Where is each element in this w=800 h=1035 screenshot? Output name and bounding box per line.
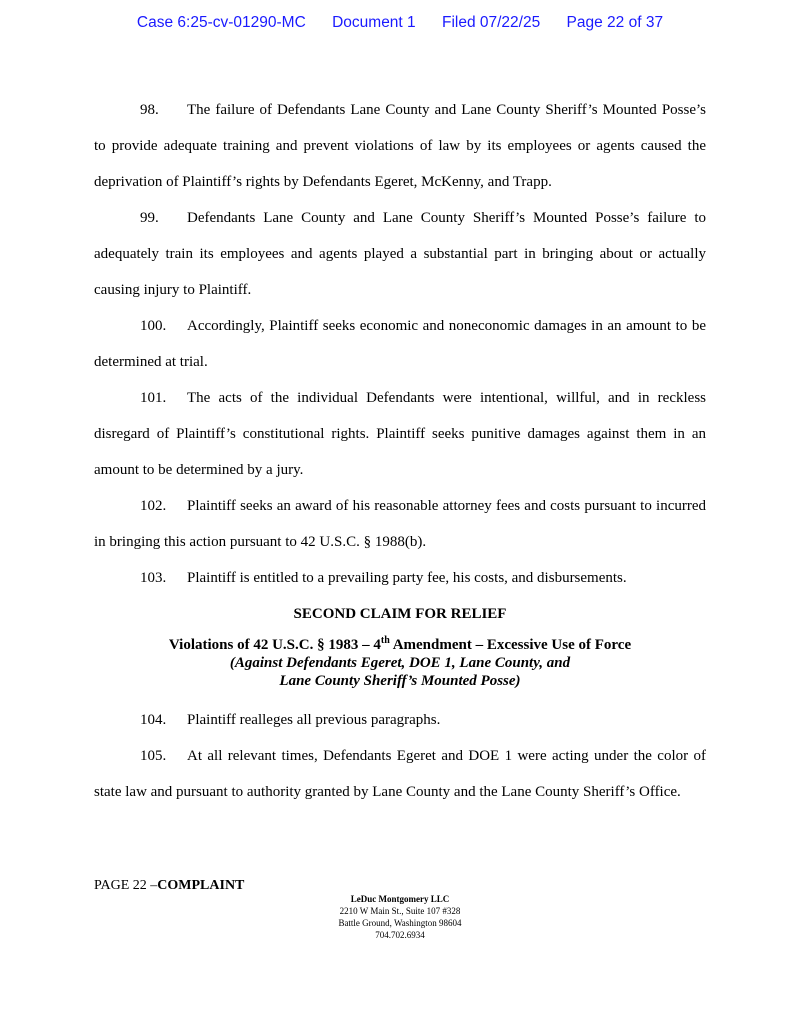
firm-name: LeDuc Montgomery LLC <box>350 894 450 904</box>
claim-subtitle-line <box>94 636 706 654</box>
claim-subtitle <box>94 636 706 690</box>
numbered-paragraph <box>94 738 706 810</box>
paragraph-text: The acts of the individual Defendants were intentional, willful, and in reckless disregard of Plaintiff’s constitutional rights. Plaintiff seeks punitive damages against them in an amount to be determined by a jury. <box>94 390 706 478</box>
paragraph-number: 104. <box>140 712 167 728</box>
claim-subtitle-suffix: Amendment – Excessive Use of Force <box>389 637 632 653</box>
paragraph-text: The failure of Defendants Lane County and Lane County Sheriff’s Mounted Posse’s to provide adequate training and prevent violations of law by its employees or agents caused the deprivation of Plaintiff’s rights by Defendants Egeret, McKenny, and Trapp. <box>94 102 706 190</box>
paragraph-number: 99. <box>140 210 159 226</box>
ecf-header <box>0 14 800 32</box>
numbered-paragraph <box>94 380 706 488</box>
paragraph-group-a <box>94 92 706 596</box>
claim-subtitle-prefix: Violations of 42 U.S.C. § 1983 – 4 <box>168 637 381 653</box>
paragraph-number: 105. <box>140 748 167 764</box>
claim-against-line2: Lane County Sheriff’s Mounted Posse) <box>279 673 521 689</box>
numbered-paragraph <box>94 200 706 308</box>
paragraph-number: 101. <box>140 390 167 406</box>
page-indicator: Page 22 of 37 <box>566 14 664 31</box>
paragraph-text: Plaintiff realleges all previous paragraphs. <box>187 712 441 728</box>
numbered-paragraph <box>94 560 706 596</box>
numbered-paragraph <box>94 488 706 560</box>
numbered-paragraph <box>94 702 706 738</box>
paragraph-text: Accordingly, Plaintiff seeks economic and noneconomic damages in an amount to be determined at trial. <box>94 318 706 370</box>
filed-date: Filed 07/22/25 <box>441 14 541 31</box>
paragraph-text: At all relevant times, Defendants Egeret and DOE 1 were acting under the color of state law and pursuant to authority granted by Lane County and the Lane County Sheriff’s Office. <box>94 748 706 800</box>
numbered-paragraph <box>94 308 706 380</box>
footer-page-label <box>94 878 244 894</box>
paragraph-group-b <box>94 702 706 810</box>
paragraph-text: Defendants Lane County and Lane County Sheriff’s Mounted Posse’s failure to adequately train its employees and agents played a substantial part in bringing about or actually causing injury to Plaintiff. <box>94 210 706 298</box>
paragraph-number: 100. <box>140 318 167 334</box>
claim-title: SECOND CLAIM FOR RELIEF <box>293 606 507 622</box>
case-number: Case 6:25-cv-01290-MC <box>136 14 306 31</box>
firm-address2: Battle Ground, Washington 98604 <box>338 918 462 928</box>
paragraph-text: Plaintiff is entitled to a prevailing party fee, his costs, and disbursements. <box>187 570 627 586</box>
footer-page-prefix: PAGE 22 – <box>94 878 158 893</box>
firm-address1: 2210 W Main St., Suite 107 #328 <box>339 906 461 916</box>
claim-subtitle-sup: th <box>380 635 390 646</box>
numbered-paragraph <box>94 92 706 200</box>
claim-against-line1: (Against Defendants Egeret, DOE 1, Lane County, and <box>229 655 571 671</box>
footer-doc-title: COMPLAINT <box>157 878 245 893</box>
paragraph-text: Plaintiff seeks an award of his reasonable attorney fees and costs pursuant to incurred in bringing this action pursuant to 42 U.S.C. § 1988(b). <box>94 498 706 550</box>
firm-block <box>0 893 800 941</box>
document-number: Document 1 <box>332 14 416 31</box>
paragraph-number: 103. <box>140 570 167 586</box>
paragraph-number: 98. <box>140 102 159 118</box>
paragraph-number: 102. <box>140 498 167 514</box>
document-body <box>94 92 706 810</box>
firm-phone: 704.702.6934 <box>375 930 425 940</box>
